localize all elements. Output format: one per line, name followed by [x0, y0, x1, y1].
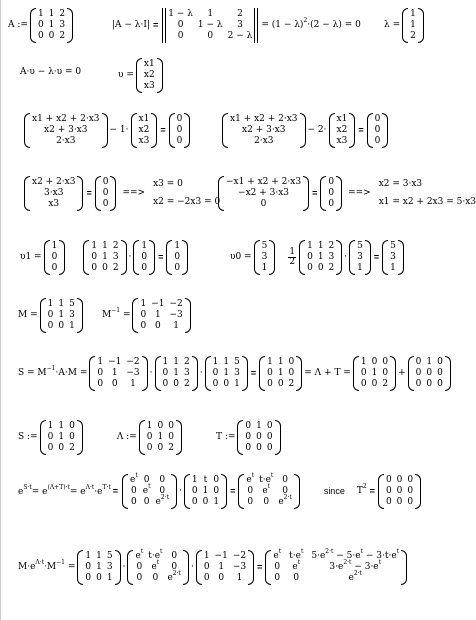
matrix-cell: 1 [106, 573, 113, 583]
matrix-cell: x1 + x2 + 2·x3 [32, 114, 100, 124]
matrix-cell: 0 [266, 443, 273, 453]
matrix-cell: 1 [97, 357, 104, 367]
matrix-cell: x3 [336, 136, 348, 146]
matrix-cell: 1 [58, 299, 65, 309]
system-lambda-1: x1 + x2 + 2·x3 x2 + 3·x3 2·x3 − 1· x1 x2 x3 = 0 0 0 [23, 113, 191, 148]
matrix-cell: $e^{2\cdot t}$ [278, 494, 292, 507]
matrix-cell: 0 [385, 486, 392, 496]
matrix-cell: 0 [426, 368, 433, 378]
matrix-cell: 1 [213, 497, 220, 507]
matrix-cell: 0 [171, 562, 178, 572]
matrix-cell: 0 [51, 252, 58, 262]
matrix-cell: $e^t$ [142, 483, 151, 496]
matrix-cell: 3 [390, 252, 396, 262]
matrix-cell: 2 [69, 443, 75, 453]
reduced-system-2: −x1 + x2 + 2·x3 −x2 + 3·x3 0 = 0 0 0 ==> x2 = 3·x3 x1 = x2 + 2x3 = 5·x3 [217, 176, 476, 211]
matrix-cell: 0 [159, 475, 166, 485]
matrix-cell: 0 [212, 368, 219, 378]
matrix-cell: 0 [58, 321, 65, 331]
matrix-cell: 0 [47, 432, 54, 442]
matrix-cell: 1 [277, 357, 284, 367]
matrix-cell: 1 [360, 357, 367, 367]
vector-v-def: υ = x1 x2 x3 [117, 58, 164, 93]
matrix-cell: 0 [385, 497, 392, 507]
matrix-cell: 0 [396, 497, 403, 507]
matrix-cell: 2 [112, 241, 119, 251]
matrix-cell: x3 [143, 81, 155, 91]
final-matrix: $e^t$ $t\cdot e^t$ $5\cdot e^{2\cdot t} - 5\cdot e^t - 3\cdot t\cdot e^t$ 0 $e^t$ $3\cdot e^{2\cdot t} - 3\cdot e^t$ 0 0 $e^{2\cdot t}$ [265, 550, 407, 585]
matrix-cell: x2 [336, 125, 348, 135]
matrix-cell: 0 [382, 368, 389, 378]
matrix-cell: 0 [140, 321, 147, 331]
matrix-cell: 0 [91, 252, 98, 262]
matrix-cell: −x2 + 3·x3 [238, 188, 290, 198]
matrix-cell: 1 [140, 299, 147, 309]
matrix-cell: −1 [108, 357, 122, 367]
matrix-cell: 1 [267, 357, 273, 367]
matrix-cell: 0 [37, 20, 44, 30]
matrix-cell: 0 [176, 125, 183, 135]
matrix-cell: 0 [374, 114, 381, 124]
reduced-system-1: x2 + 2·x3 3·x3 x3 = 0 0 0 ==> x3 = 0 x2 = −2x3 = 0 [23, 176, 220, 211]
matrix-cell: 1 [256, 421, 262, 431]
eigenvector-check-1: υ1 = 1 0 0 1 1 2 0 1 3 0 0 2 · 1 0 0 = 1 0 0 [19, 240, 189, 275]
matrix-cell: 1 − λ [168, 9, 193, 19]
matrix-cell: $e^t$ [130, 472, 138, 485]
matrix-cell: 1 [48, 9, 55, 19]
matrix-cell: 3 [237, 20, 243, 30]
matrix-cell: 1 [207, 9, 214, 19]
matrix-cell: 0 [213, 486, 220, 496]
matrix-cell: 1 [426, 357, 433, 367]
matrix-cell: 0 [256, 432, 262, 442]
matrix-cell: 5 [390, 241, 396, 251]
eigenvalues [383, 8, 425, 43]
matrix-cell: 0 [141, 263, 148, 273]
matrix-cell: x2 + 3·x3 [44, 125, 88, 135]
matrix-cell: x3 [48, 199, 60, 209]
matrix-cell: 0 [146, 432, 153, 442]
matrix-cell: 3 [59, 20, 66, 30]
matrix-cell: 0 [203, 573, 210, 583]
matrix-cell: −3 [169, 310, 183, 320]
matrix-cell: 0 [307, 263, 313, 273]
matrix-cell: 0 [212, 379, 219, 389]
matrix-cell: 1 [218, 562, 225, 572]
matrix-cell: −2 [232, 551, 247, 561]
matrix-cell: 0 [168, 432, 174, 442]
matrix-cell: 1 [317, 252, 324, 262]
matrix-cell: 0 [96, 573, 102, 583]
matrix-cell: 2 [59, 31, 66, 41]
matrix-cell: 1 [51, 241, 58, 251]
matrix-cell: 2 [328, 241, 335, 251]
matrix-cell: 2 [184, 379, 190, 389]
matrix-cell: 0 [374, 125, 381, 135]
matrix-cell: 2 [184, 357, 190, 367]
matrix-cell: 2·x3 [56, 136, 76, 146]
matrix-cell: 0 [267, 368, 273, 378]
matrix-cell: 1 [96, 551, 102, 561]
matrix-cell: −3 [126, 368, 140, 378]
matrix-cell: $t\cdot e^t$ [148, 548, 163, 561]
matrix-cell: t [203, 475, 208, 485]
matrix-cell: 1 [58, 421, 65, 431]
matrix-cell: 3 [357, 252, 363, 262]
matrix-cell: 1 [174, 241, 181, 251]
matrix-cell: 1 [277, 368, 284, 378]
matrix-cell: 0 [407, 497, 414, 507]
matrix-cell: 0 [245, 432, 252, 442]
matrix-cell: 0 [146, 443, 153, 453]
matrix-a-def [7, 8, 74, 43]
matrix-cell: 2 [410, 31, 416, 41]
matrix-cell: x2 [138, 125, 150, 135]
matrix-cell: 5 [261, 241, 268, 251]
matrix-cell: 1 [173, 368, 179, 378]
matrix-cell: 0 [263, 497, 270, 507]
matrix-cell: 2·x3 [254, 136, 274, 146]
matrix-cell: 0 [91, 263, 98, 273]
matrix-cell: 0 [247, 486, 254, 496]
matrix-cell: 0 [245, 443, 252, 453]
matrix-cell: 0 [247, 497, 254, 507]
matrix-cell: 0 [245, 421, 252, 431]
matrix-cell: 1 [212, 357, 219, 367]
matrix-cell: 3·x3 [44, 188, 64, 198]
matrix-cell: 1 [47, 421, 54, 431]
matrix-cell: 0 [307, 252, 313, 262]
matrix-cell: 1 [390, 263, 396, 273]
matrix-cell: 0 [415, 357, 422, 367]
matrix-cell: 3 [261, 252, 268, 262]
matrix-cell: 1 [69, 321, 75, 331]
matrix-cell: 0 [136, 562, 143, 572]
matrix-cell: 0 [102, 263, 108, 273]
matrix-cell: 0 [69, 432, 75, 442]
matrix-cell: −2 [126, 357, 140, 367]
matrix-cell: 0 [213, 475, 220, 485]
matrix-cell: 0 [218, 573, 225, 583]
lambda-vector [402, 8, 424, 43]
matrix-cell: 0 [143, 497, 150, 507]
matrix-cell: 0 [47, 310, 54, 320]
matrix-cell: 0 [415, 379, 422, 389]
matrix-cell: 0 [51, 263, 58, 273]
matrix-cell: x2 + 2·x3 [32, 177, 76, 187]
eigen-equation: A·υ − λ·υ = 0 [20, 67, 82, 77]
matrix-cell: 0 [159, 486, 166, 496]
matrix-cell: 5 [357, 241, 363, 251]
matrix-cell: 0 [173, 379, 179, 389]
matrix-cell: 5 [106, 551, 113, 561]
matrix-cell: 1 [371, 368, 378, 378]
matrix-cell: 0 [154, 321, 161, 331]
matrix-m-inverse-def: $M^{-1}$ = 1 −1 −2 0 1 −3 0 0 1 [101, 298, 192, 333]
matrix-cell: 0 [360, 368, 367, 378]
matrix-cell: 0 [85, 562, 92, 572]
matrix-cell: 0 [407, 486, 414, 496]
matrix-cell: 2 [168, 443, 174, 453]
matrix-cell: 0 [223, 379, 230, 389]
matrix-cell: 1 [223, 368, 230, 378]
characteristic-polynomial: |A − λ·I| = 1 − λ 1 2 0 1 − λ 3 0 0 2 − λ = $(1 - \lambda)^2\cdot(2 - \lambda) = 0$ [112, 9, 361, 41]
matrix-cell: x2 [143, 70, 155, 80]
matrix-cell: 0 [152, 573, 159, 583]
matrix-cell: 0 [97, 368, 104, 378]
matrix-cell: 0 [426, 379, 433, 389]
matrix-cell: 0 [85, 573, 92, 583]
matrix-cell: 0 [102, 199, 109, 209]
matrix-cell: 0 [131, 486, 137, 496]
matrix-cell: x2 + 3·x3 [242, 125, 286, 135]
matrix-cell: 2 [237, 9, 243, 19]
matrix-cell: 3 [106, 562, 113, 572]
matrix-cell: 3 [112, 252, 119, 262]
matrix-cell: 0 [267, 379, 273, 389]
matrix-cell: 0 [140, 310, 147, 320]
matrix-cell: 0 [177, 31, 184, 41]
matrix-cell: 0 [102, 188, 109, 198]
matrix-cell: 1 [173, 321, 179, 331]
matrix-cell: 0 [260, 199, 267, 209]
matrix-cell: 0 [174, 263, 181, 273]
matrix-cell: 1 [102, 241, 108, 251]
matrix-cell: 0 [202, 497, 209, 507]
matrix-cell: 0 [374, 136, 381, 146]
matrix-cell: 1 [202, 486, 209, 496]
matrix-cell: $t\cdot e^t$ [259, 472, 274, 485]
matrix-cell: 1 [162, 357, 169, 367]
matrix-cell: x1 [138, 114, 150, 124]
system-lambda-2: x1 + x2 + 2·x3 x2 + 3·x3 2·x3 − 2· x1 x2 x3 = 0 0 0 [221, 113, 389, 148]
matrix-a-label: A := [8, 20, 28, 30]
matrix-cell: 2 [382, 379, 389, 389]
matrix-cell: 0 [437, 379, 443, 389]
similarity-transform: $S = M^{-1}\cdot A\cdot M$ = 1 −1 −2 0 1 −3 0 0 1 · 1 1 2 0 1 3 0 0 2 · 1 1 5 0 1 3 0 0 1 = 1 1 0 0 1 0 0 0 2 = Λ + T = 1 0 0 0 1 0 0 0 2 + 0 1 0 0 0 0 0 0 0 [17, 356, 452, 391]
matrix-cell: 5 [69, 299, 75, 309]
determinant-outer [162, 8, 258, 43]
matrix-cell: 0 [256, 443, 262, 453]
matrix-cell: 1 [91, 241, 98, 251]
matrix-cell: $e^{2\cdot t}$ [155, 494, 170, 507]
matrix-cell: 1 [203, 551, 210, 561]
matrix-cell: 1 [236, 573, 243, 583]
matrix-cell: 1 [261, 263, 268, 273]
matrix-cell: 1 [111, 368, 118, 378]
matrix-cell: 0 [141, 252, 148, 262]
matrix-cell: $e^t$ [135, 548, 144, 561]
matrix-cell: 3 [234, 368, 240, 378]
final-result: $M\cdot e^{\Lambda\cdot t}\cdot M^{-1}$ = 1 1 5 0 1 3 0 0 1 · $e^t$ $t\cdot e^t$ 0 0 $e^t$ 0 0 0 $e^{2\cdot t}$ · 1 −1 −2 0 1 −3 0 0 1 = $e^t$ $t\cdot e^t$ $5\cdot e^{2\cdot t} - 5\cdot e^t - 3\cdot t\cdot e^t$ 0 $e^t$ $3\cdot e^{2\cdot t} - 3\cdot e^t$ 0 0 $e^{2\cdot t}$ [17, 550, 408, 585]
matrix-cell: 1 [58, 310, 65, 320]
matrix-cell: x3 [138, 136, 150, 146]
matrix-cell: 0 [282, 486, 288, 496]
matrix-cell: x1 [336, 114, 348, 124]
matrix-cell: 0 [37, 31, 44, 41]
matrix-cell: $e^t$ [262, 483, 271, 496]
matrix-cell: 0 [437, 368, 443, 378]
matrix-cell: 1 [146, 421, 153, 431]
matrix-cell: 0 [317, 263, 324, 273]
matrix-cell: 0 [97, 379, 104, 389]
matrix-cell: 0 [162, 379, 169, 389]
matrix-cell: 3 [328, 252, 335, 262]
matrix-a [30, 8, 73, 43]
char-poly-label: |A − λ·I| [112, 20, 150, 30]
matrix-cell: 0 [171, 551, 178, 561]
matrix-cell: 1 − λ [197, 20, 223, 30]
matrix-cell: x1 + x2 + 2·x3 [230, 114, 298, 124]
matrix-cell: 0 [191, 486, 198, 496]
matrix-cell: 0 [203, 562, 210, 572]
matrix-cell: 0 [277, 379, 284, 389]
matrix-cell: 1 [223, 357, 230, 367]
matrix-cell: 0 [143, 475, 150, 485]
matrix-cell: $e^t$ [246, 472, 255, 485]
matrix-exponential: $e^{S\cdot t}= e^{(\Lambda+T)\cdot t}= e^{\Lambda\cdot t}\cdot e^{T\cdot t}$ = $e^t$ 0 0 0 $e^t$ 0 0 0 $e^{2\cdot t}$ · 1 t 0 0 1 0 0 0 1 = $e^t$ $t\cdot e^t$ 0 0 $e^t$ 0 0 0 $e^{2\cdot t}$ since $T^2$ = 0 0 0 0 0 0 0 0 0 [17, 474, 422, 509]
matrix-cell: 0 [396, 486, 403, 496]
matrix-cell: 1 [48, 20, 55, 30]
matrix-cell: 0 [69, 421, 75, 431]
matrix-cell: 3 [69, 310, 75, 320]
determinant-matrix [165, 8, 255, 43]
matrix-cell: 0 [131, 497, 137, 507]
matrix-cell: 1 [37, 9, 44, 19]
matrix-cell: 1 [58, 432, 65, 442]
matrix-cell: x1 [143, 59, 155, 69]
matrix-cell: 1 [102, 252, 108, 262]
matrix-cell: 0 [162, 368, 169, 378]
matrix-cell: 1 [47, 299, 54, 309]
matrix-cell: 0 [415, 368, 422, 378]
matrix-cell: 1 [317, 241, 324, 251]
matrix-cell: 1 [154, 310, 161, 320]
matrix-cell: 0 [111, 379, 118, 389]
matrix-cell: 1 [234, 379, 240, 389]
matrix-cell: 2 − λ [227, 31, 253, 41]
matrix-cell: −1 [151, 299, 165, 309]
matrix-cell: 0 [102, 177, 109, 187]
matrix-cell: 0 [47, 321, 54, 331]
matrix-cell: 0 [157, 421, 164, 431]
matrix-cell: 0 [48, 31, 55, 41]
matrix-cell: 1 [157, 432, 164, 442]
matrix-cell: 1 [96, 562, 102, 572]
matrix-cell: 2 [288, 379, 295, 389]
matrix-cell: 0 [176, 114, 183, 124]
matrix-cell: 0 [360, 379, 367, 389]
matrix-cell: 3 [184, 368, 190, 378]
matrix-cell: 0 [371, 379, 378, 389]
matrix-cell: −x1 + x2 + 2·x3 [226, 177, 302, 187]
matrix-cell: 0 [371, 357, 378, 367]
matrix-cell: 0 [58, 443, 65, 453]
matrix-cell: 1 [410, 20, 416, 30]
matrix-cell: 0 [437, 357, 443, 367]
lambda-label: λ = [384, 20, 401, 30]
matrix-cell: −1 [214, 551, 228, 561]
matrix-cell: −3 [232, 562, 247, 572]
matrix-cell: 2 [112, 263, 119, 273]
char-poly-rhs: = (1 − λ) [261, 20, 304, 30]
matrix-cell: 1 [191, 475, 198, 485]
matrix-cell: 0 [266, 421, 273, 431]
matrix-cell: 0 [328, 188, 335, 198]
matrix-cell: 0 [328, 177, 335, 187]
matrix-cell: $e^{2\cdot t}$ [167, 570, 181, 583]
matrix-cell: 0 [266, 432, 273, 442]
matrix-cell: 1 [130, 379, 136, 389]
matrix-cell: 5 [234, 357, 240, 367]
s-lambda-t-defs: S := 1 1 0 0 1 0 0 0 2 Λ := 1 0 0 0 1 0 0 0 2 T := 0 1 0 0 0 0 0 0 0 [17, 420, 282, 455]
matrix-cell: 0 [407, 475, 414, 485]
matrix-cell: 1 [173, 357, 179, 367]
matrix-cell: 0 [288, 357, 295, 367]
matrix-cell: 0 [174, 252, 181, 262]
matrix-cell: $e^t$ [151, 559, 160, 572]
matrix-cell: 1 [307, 241, 313, 251]
matrix-cell: 0 [136, 573, 143, 583]
matrix-cell: 0 [176, 136, 183, 146]
eigenvector-check-2: υ0 = 5 3 1 $\frac{1}{2}$ 1 1 2 0 1 3 0 0 2 · 5 3 1 = 5 3 1 [229, 240, 405, 275]
matrix-cell: 2 [328, 263, 335, 273]
matrix-cell: 0 [396, 475, 403, 485]
matrix-cell: −2 [169, 299, 183, 309]
matrix-cell: 0 [168, 421, 174, 431]
vector-v [136, 58, 163, 93]
matrix-cell: 0 [157, 443, 164, 453]
matrix-cell: 0 [47, 443, 54, 453]
matrix-m-def: M = 1 1 5 0 1 3 0 0 1 [17, 298, 84, 333]
matrix-cell: 0 [382, 357, 389, 367]
matrix-cell: 1 [410, 9, 416, 19]
matrix-cell: 0 [177, 20, 184, 30]
matrix-cell: 1 [357, 263, 363, 273]
matrix-cell: 0 [328, 199, 335, 209]
matrix-cell: 1 [85, 551, 92, 561]
matrix-cell: 0 [385, 475, 392, 485]
matrix-cell: 0 [288, 368, 295, 378]
matrix-cell: 0 [207, 31, 214, 41]
matrix-cell: 0 [191, 497, 198, 507]
matrix-cell: 2 [59, 9, 66, 19]
matrix-cell: 1 [141, 241, 148, 251]
matrix-cell: 0 [282, 475, 288, 485]
